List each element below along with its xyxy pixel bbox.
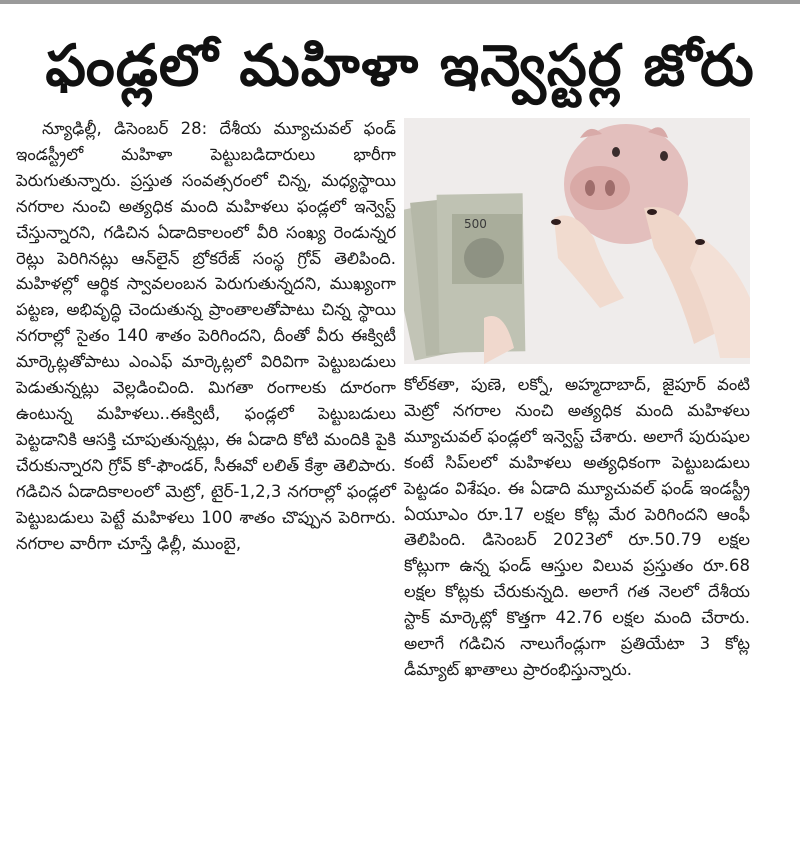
left-column-text: న్యూఢిల్లీ, డిసెంబర్ 28: దేశీయ మ్యూచువల్ ఫండ్ ఇండస్ట్రీలో మహిళా పెట్టుబడిదారులు భారీగా పెరుగుతున్నారు. ప్రస్తుత సంవత్సరంలో చిన్న, మధ్యస్థాయి నగరాల నుంచి అత్యధిక మంది మహిళలు ఫండ్లలో ఇన్వెస్ట్ చేస్తున్నారని, గడిచిన ఏడాదికాలంలో వీరి సంఖ్య రెండున్నర రెట్లు పెరిగినట్లు ఆన్‌లైన్ బ్రోకరేజ్ సంస్థ గ్రోవ్ తెలిపింది. మహిళల్లో ఆర్థిక స్వావలంబన పెరుగుతున్నదని, ముఖ్యంగా పట్టణ, అభివృద్ధి చెందుతున్న ప్రాంతాలతోపాటు చిన్న స్థాయి నగరాల్లో సైతం 140 శాతం పెరిగిందని, దీంతో వీరు ఈక్విటీ మార్కెట్లతోపాటు ఎంఎఫ్ మార్కెట్లలో విరివిగా పెట్టుబడులు పెడుతున్నట్లు వెల్లడించింది. మిగతా రంగాలకు దూరంగా ఉంటున్న మహిళలు..ఈక్విటీ, ఫండ్లలో పెట్టుబడులు పెట్టడానికి ఆసక్తి చూపుతున్నట్లు, ఈ ఏడాది కోటి మందికి పైకి చేరుకున్నారని గ్రోవ్ కో-ఫౌండర్, సీఈవో లలిత్ కేశ్రా తెలిపారు. గడిచిన ఏడాదికాలంలో మెట్రో, టైర్-1,2,3 నగరాల్లో ఫండ్లలో పెట్టుబడులు పెట్టే మహిళలు 100 శాతం చొప్పున పెరిగారు. నగరాల వారీగా చూస్తే ఢిల్లీ, ముంబై, <box>16 119 396 553</box>
banknote-denomination: 500 <box>464 217 487 231</box>
top-border-rule <box>0 0 800 4</box>
piggy-bank-photo <box>404 118 750 364</box>
left-column <box>16 116 396 556</box>
right-column-text: కోల్‌కతా, పుణె, లక్నో, అహ్మదాబాద్, జైపూర్ వంటి మెట్రో నగరాల నుంచి అత్యధిక మంది మహిళలు మ్యూచువల్ ఫండ్లలో ఇన్వెస్ట్ చేశారు. అలాగే పురుషుల కంటే సిప్‌లలో మహిళలు అత్యధికంగా పెట్టుబడులు పెట్టడం విశేషం. ఈ ఏడాది మ్యూచువల్ ఫండ్ ఇండస్ట్రీ ఏయూఎం రూ.17 లక్షల కోట్ల మేర పెరిగిందని ఆంఫీ తెలిపింది. డిసెంబర్ 2023లో రూ.50.79 లక్షల కోట్లుగా ఉన్న ఫండ్ ఆస్తుల విలువ ప్రస్తుతం రూ.68 లక్షల కోట్లకు చేరుకున్నది. అలాగే గత నెలలో దేశీయ స్టాక్ మార్కెట్లో కొత్తగా 42.76 లక్షల మంది చేరారు. అలాగే గడిచిన నాలుగేండ్లుగా ప్రతియేటా 3 కోట్ల డీమ్యాట్ ఖాతాలు ప్రారంభిస్తున్నారు. <box>404 375 750 679</box>
banknotes-icon <box>404 193 525 364</box>
right-column <box>404 372 750 683</box>
article-headline: ఫండ్లలో మహిళా ఇన్వెస్టర్ల జోరు <box>45 33 755 99</box>
